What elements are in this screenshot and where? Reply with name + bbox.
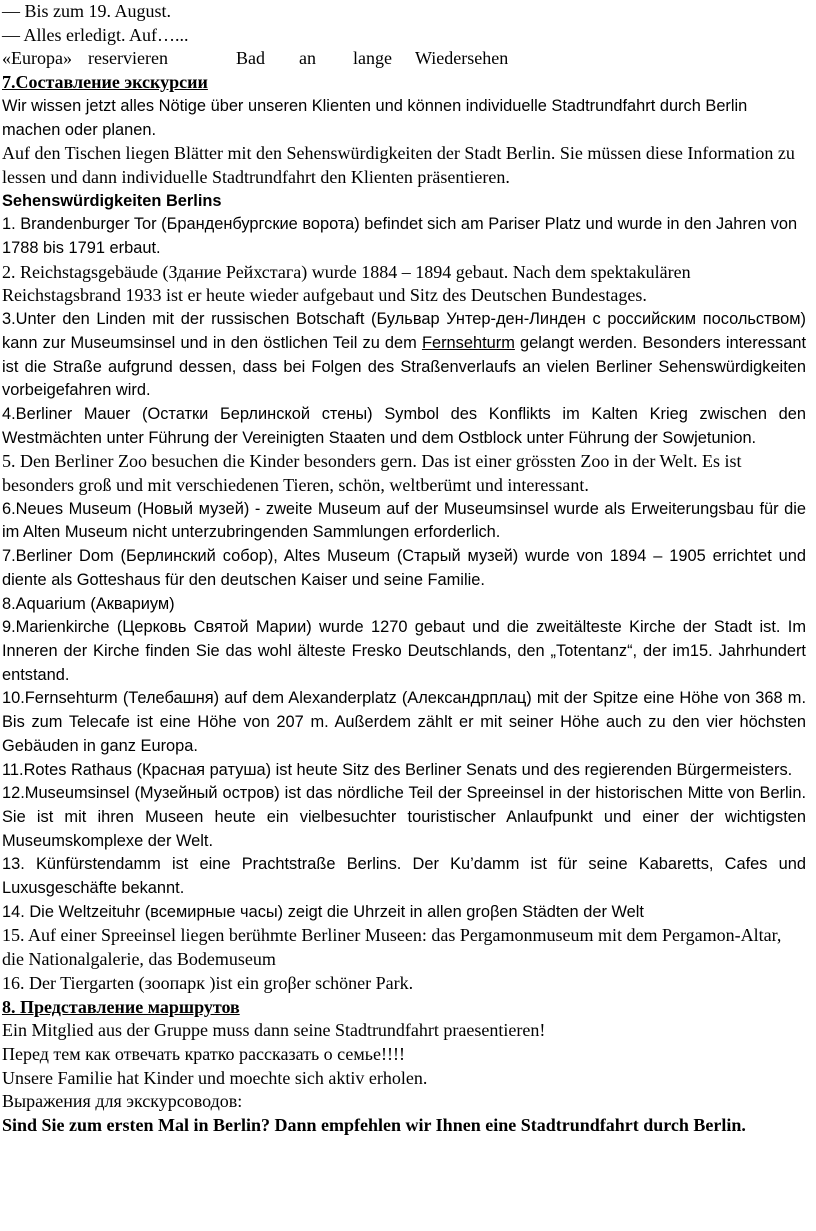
dialog-line-2: — Alles erledigt. Auf…... [2,24,189,45]
vocab-word: lange [353,48,392,69]
sight-item-4: 4.Berliner Mauer (Остатки Берлинской стены) Symbol des Konflikts im Kalten Krieg zwischen den Westmächten unter Führung der Vereinigten Staaten und dem Ostblock unter Führung der Sowjetunion. [2,404,806,447]
dialog-line-1: — Bis zum 19. August. [2,1,172,21]
sight-item-2: 2. Reichstagsgebäude (Здание Рейхстага) wurde 1884 – 1894 gebaut. Nach dem spektakulären Reichstagsbrand 1933 ist er heute wieder aufgebaut und Sitz des Deutschen Bundestages. [2,261,691,306]
section-7-intro-1: Wir wissen jetzt alles Nötige über unseren Klienten und können individuelle Stadtrundfahrt durch Berlin machen oder planen. [2,96,748,139]
sight-item-6: 6.Neues Museum (Новый музей) - zweite Museum auf der Museumsinsel wurde als Erweiterungsbau für die im Alten Museum nicht unterzubringenden Sammlungen erforderlich. [2,499,806,542]
vocab-word: an [299,48,316,69]
section-8-line-1: Ein Mitglied aus der Gruppe muss dann seine Stadtrundfahrt praesentieren! [2,1020,546,1041]
sight-item-3-text: 3.Unter den Linden mit der russischen Botschaft (Бульвар Унтер-ден-Линден с российским посольством) kann zur Museumsinsel und in den östlichen Teil zu dem [2,310,806,352]
sight-item-10: 10.Fernsehturm (Телебашня) auf dem Alexanderplatz (Александрплац) mit der Spitze eine Höhe von 368 m. Bis zum Telecafe ist eine Höhe von 207 m. Außerdem zählt er mit seiner Höhe auch zu den vier höchsten Gebäuden in ganz Europa. [2,689,806,755]
sight-item-8: 8.Aquarium (Аквариум) [2,594,175,613]
closing-question: Sind Sie zum ersten Mal in Berlin? Dann empfehlen wir Ihnen eine Stadtrundfahrt durch Berlin. [2,1115,746,1136]
sight-item-1: 1. Brandenburger Tor (Бранденбургские ворота) befindet sich am Pariser Platz und wurde in den Jahren von 1788 bis 1791 erbaut. [2,215,798,258]
sight-item-7: 7.Berliner Dom (Берлинский собор), Altes Museum (Старый музей) wurde von 1894 – 1905 errichtet und diente als Gotteshaus für den deutschen Kaiser und seine Familie. [2,547,806,589]
sights-subheading: Sehenswürdigkeiten Berlins [2,191,222,210]
fernsehturm-link: Fernsehturm [421,333,515,352]
section-8-line-3: Unsere Familie hat Kinder und moechte sich aktiv erholen. [2,1067,428,1088]
sight-item-13: 13. Künfürstendamm ist eine Prachtstraße Berlins. Der Ku’damm ist für seine Kabaretts, Cafes und Luxusgeschäfte bekannt. [2,855,806,898]
sight-item-15: 15. Auf einer Spreeinsel liegen berühmte Berliner Museen: das Pergamonmuseum mit dem Pergamon-Altar, die Nationalgalerie, das Bodemuseum [2,925,782,970]
sight-item-5: 5. Den Berliner Zoo besuchen die Kinder besonders gern. Das ist einer grössten Zoo in der Welt. Es ist besonders groß und mit verschiedenen Tieren, schön, weltberümt und interessant. [2,451,742,496]
vocabulary-line [2,47,806,71]
vocab-word: «Europa» [2,48,72,69]
sight-item-3 [2,308,806,403]
sight-item-3-text: gelangt werden. Besonders interessant ist die Straße aufgrund dessen, dass bei Folgen des Straßenverlaufs an vielen Berliner Sehenswürdigkeiten vorbeigefahren wird. [2,333,806,400]
section-8-line-4: Выражения для экскурсоводов: [2,1091,243,1112]
sight-item-11: 11.Rotes Rathaus (Красная ратуша) ist heute Sitz des Berliner Senats und des regierenden Bürgermeisters. [2,760,793,779]
vocab-word: Wiedersehen [415,48,509,69]
vocab-word: reservieren [88,48,168,69]
section-8-line-2: Перед тем как отвечать кратко рассказать о семье!!!! [2,1043,405,1064]
sight-item-12: 12.Museumsinsel (Музейный остров) ist das nördliche Teil der Spreeinsel in der historischen Mitte von Berlin. Sie ist mit ihren Museen heute ein vielbesuchter touristischer Anlaufpunkt und einer der wichtigsten Museumskomplexe der Welt. [2,784,806,850]
sight-item-9: 9.Marienkirche (Церковь Святой Марии) wurde 1270 gebaut und die zweitälteste Kirche der Stadt ist. Im Inneren der Kirche finden Sie das wohl älteste Fresko Deutschlands, den „Totentanz“, der im15. Jahrhundert entstand. [2,618,806,684]
sight-item-14: 14. Die Weltzeituhr (всемирные часы) zeigt die Uhrzeit in allen groβen Städten der Welt [2,902,644,921]
sight-item-16: 16. Der Tiergarten (зоопарк )ist ein groβer schöner Park. [2,972,414,993]
vocab-word: Bad [236,48,265,69]
section-7-intro-2: Auf den Tischen liegen Blätter mit den Sehenswürdigkeiten der Stadt Berlin. Sie müssen diese Information zu lessen und dann individuelle Stadtrundfahrt den Klienten präsentieren. [2,143,795,187]
section-8-heading: 8. Представление маршрутов [2,996,240,1017]
section-7-heading: 7.Составление экскурсии [2,72,208,93]
